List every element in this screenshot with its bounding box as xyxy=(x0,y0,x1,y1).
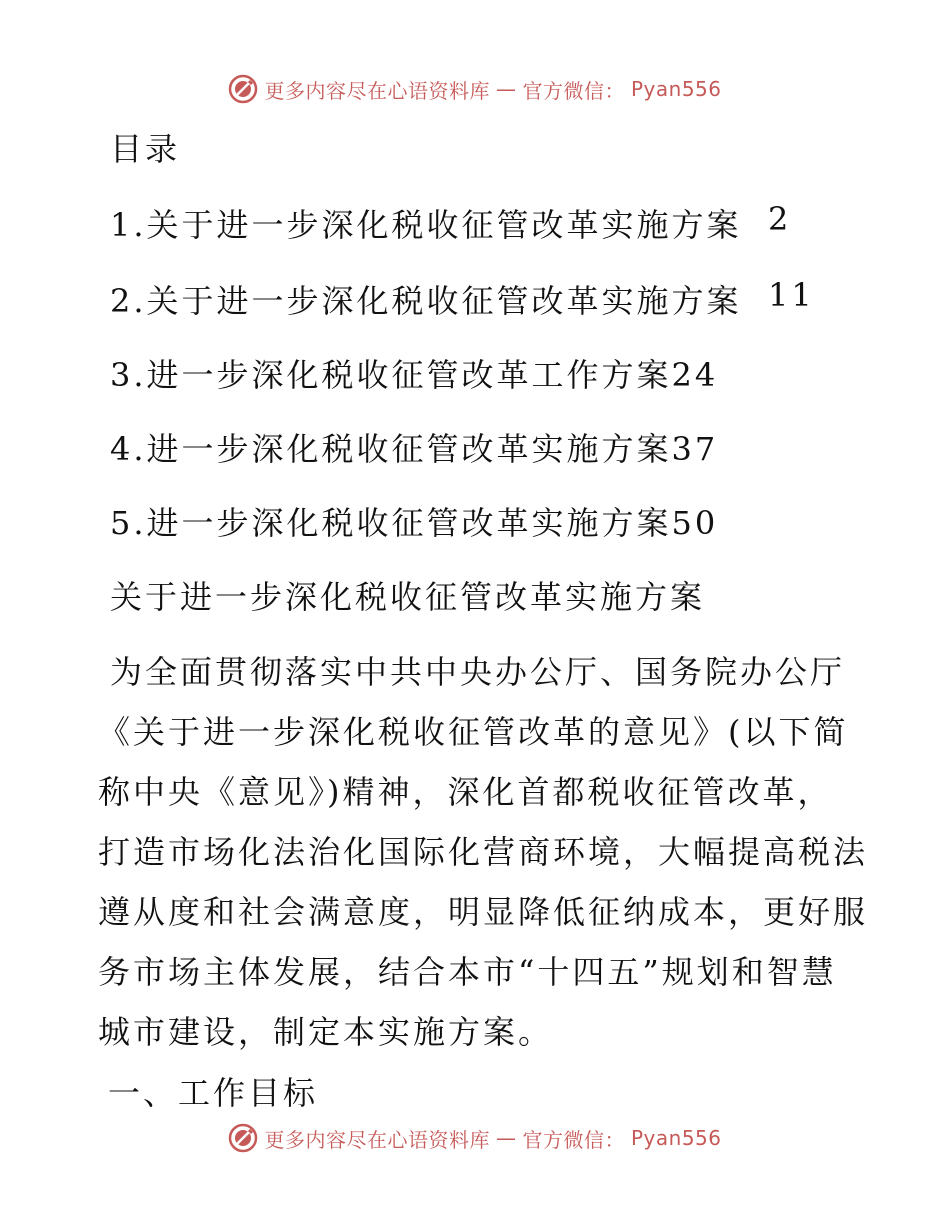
seal-pen-icon xyxy=(228,74,258,104)
toc-entry-label: 5.进一步深化税收征管改革实施方案50 xyxy=(110,504,719,542)
toc-entry-1-page: 2 xyxy=(768,200,792,238)
document-heading: 关于进一步深化税收征管改革实施方案 xyxy=(110,578,706,616)
toc-entry-1[interactable] xyxy=(110,200,742,246)
toc-entry-label: 3.进一步深化税收征管改革工作方案24 xyxy=(110,356,719,394)
watermark-wechat-label: 官方微信： xyxy=(522,78,625,103)
toc-entry-label: 4.进一步深化税收征管改革实施方案37 xyxy=(110,430,719,468)
paragraph-line: 务市场主体发展，结合本市“十四五”规划和智慧 xyxy=(98,953,837,991)
watermark-dash: — xyxy=(495,1126,517,1150)
paragraph-line: 打造市场化法治化国际化营商环境，大幅提高税法 xyxy=(98,833,869,871)
paragraph-line: 遵从度和社会满意度，明显降低征纳成本，更好服 xyxy=(98,893,869,931)
toc-entry-5[interactable] xyxy=(110,498,718,544)
body-paragraph xyxy=(98,642,869,1062)
toc-entry-2-page: 11 xyxy=(768,276,815,314)
toc-entry-4[interactable] xyxy=(110,424,718,470)
paragraph-line: 为全面贯彻落实中共中央办公厅、国务院办公厅 xyxy=(110,653,846,691)
paragraph-line: 城市建设，制定本实施方案。 xyxy=(98,1013,554,1051)
toc-entry-label: 1.关于进一步深化税收征管改革实施方案 xyxy=(110,206,742,244)
toc-entry-label: 2.关于进一步深化税收征管改革实施方案 xyxy=(110,282,742,320)
section-heading: 一、工作目标 xyxy=(108,1074,319,1112)
watermark-wechat-label: 官方微信： xyxy=(522,1127,625,1152)
toc-entry-2[interactable] xyxy=(110,276,742,322)
watermark-wechat-id: Pyan556 xyxy=(630,77,722,101)
paragraph-line: 称中央《意见》)精神，深化首都税收征管改革， xyxy=(98,773,833,811)
watermark-footer xyxy=(0,1123,950,1153)
toc-entry-3[interactable] xyxy=(110,350,718,396)
toc-title: 目录 xyxy=(110,130,181,168)
watermark-wechat-id: Pyan556 xyxy=(630,1126,722,1150)
paragraph-line: 《关于进一步深化税收征管改革的意见》(以下简 xyxy=(98,713,849,751)
watermark-text: 更多内容尽在心语资料库 xyxy=(264,78,490,103)
watermark-header xyxy=(0,74,950,104)
watermark-text: 更多内容尽在心语资料库 xyxy=(264,1127,490,1152)
seal-pen-icon xyxy=(228,1123,258,1153)
watermark-dash: — xyxy=(495,77,517,101)
